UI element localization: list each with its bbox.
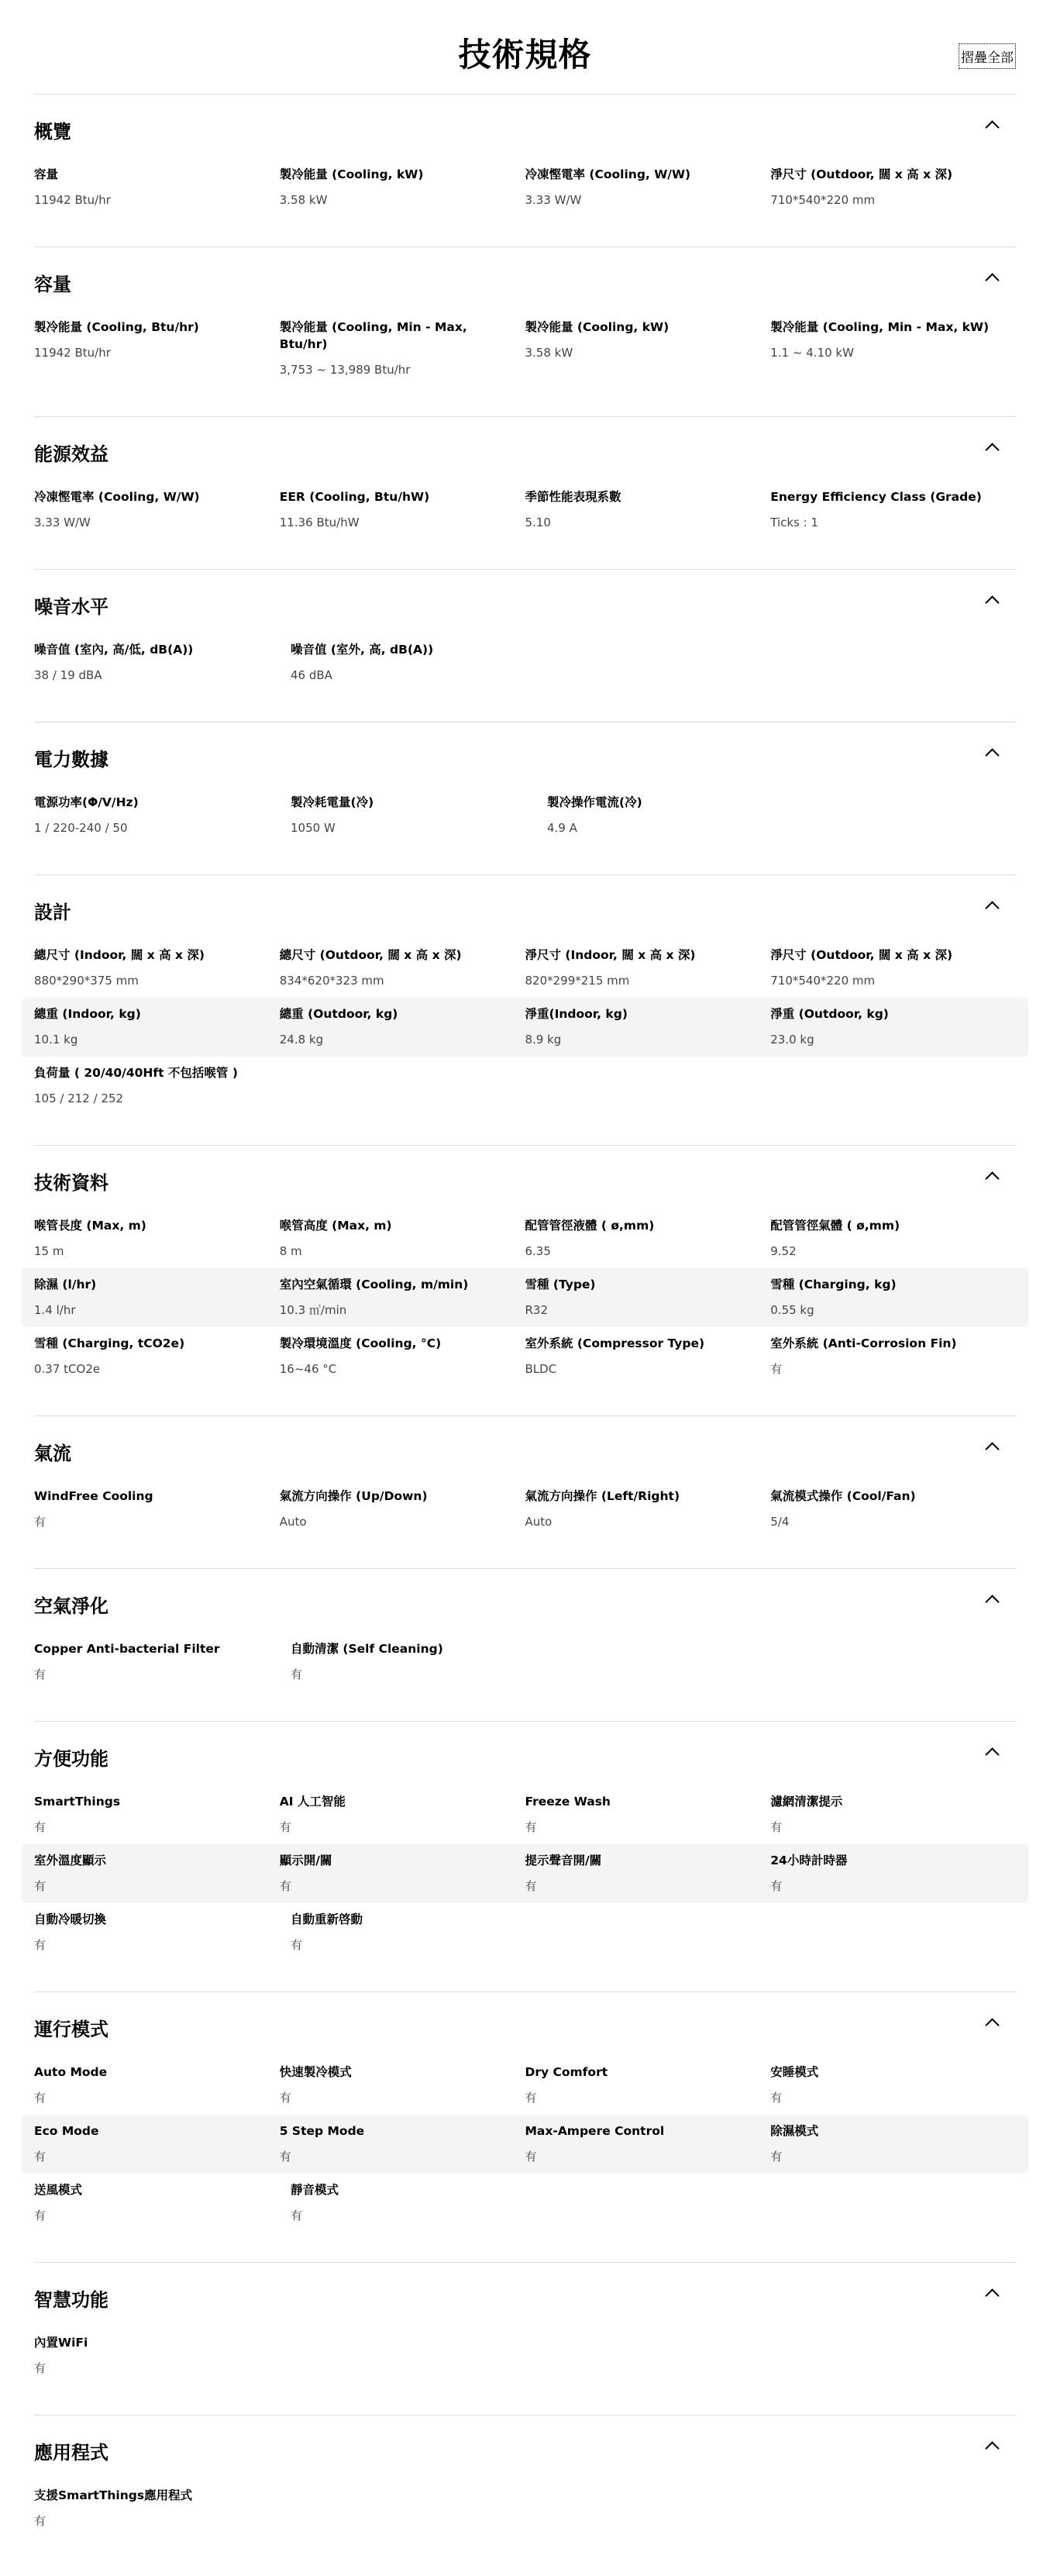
spec-value: 3.58 kW (279, 193, 328, 207)
chevron-up-icon[interactable] (985, 2441, 999, 2455)
section-header[interactable] (34, 570, 1016, 633)
spec-sections (34, 95, 1016, 2567)
spec-value: 11942 Btu/hr (34, 193, 111, 207)
spec-item (525, 1217, 771, 1259)
spec-label: 喉管高度 (Max, m) (279, 1219, 392, 1233)
spec-label: 內置WiFi (34, 2336, 88, 2350)
spec-item (291, 1640, 547, 1682)
spec-value: Auto (525, 1515, 553, 1529)
spec-item (34, 641, 291, 683)
spec-label: 5 Step Mode (279, 2124, 365, 2138)
spec-label: 雪種 (Charging, tCO2e) (34, 1336, 185, 1350)
spec-row (22, 311, 1028, 387)
chevron-up-icon[interactable] (985, 901, 999, 915)
chevron-up-icon[interactable] (985, 1595, 999, 1609)
spec-label: SmartThings (34, 1795, 121, 1809)
spec-value: Ticks : 1 (770, 516, 819, 529)
spec-label: 總重 (Outdoor, kg) (279, 1007, 398, 1021)
spec-label: 季節性能表現系數 (525, 490, 621, 504)
spec-value: 有 (291, 1938, 303, 1952)
spec-item (770, 947, 1016, 988)
spec-value: 24.8 kg (279, 1033, 324, 1047)
spec-value: 710*540*220 mm (770, 974, 876, 988)
spec-value: 有 (34, 1938, 46, 1952)
spec-label: 製冷能量 (Cooling, Min - Max, kW) (770, 320, 990, 334)
spec-item (280, 1276, 525, 1318)
section-title: 概覽 (34, 121, 71, 143)
spec-item (34, 1335, 280, 1377)
spec-label: 總重 (Indoor, kg) (34, 1007, 141, 1021)
spec-item (34, 1911, 291, 1953)
spec-label: 除濕模式 (770, 2124, 819, 2138)
spec-value: 有 (34, 2209, 46, 2223)
spec-label: Dry Comfort (525, 2065, 608, 2079)
spec-item (280, 1217, 525, 1259)
spec-item (280, 488, 525, 530)
spec-row (22, 1268, 1028, 1327)
spec-row (22, 2479, 1028, 2538)
spec-label: 總尺寸 (Outdoor, 闊 x 高 x 深) (279, 948, 462, 962)
spec-label: Copper Anti-bacterial Filter (34, 1642, 220, 1656)
spec-value: 有 (34, 2091, 46, 2105)
section-header[interactable] (34, 1992, 1016, 2056)
section-header[interactable] (34, 247, 1016, 311)
spec-label: Freeze Wash (525, 1795, 611, 1809)
spec-label: 製冷環境溫度 (Cooling, °C) (279, 1336, 442, 1350)
spec-value: 8 m (279, 1244, 302, 1258)
spec-label: 送風模式 (34, 2183, 83, 2197)
spec-item (280, 1488, 525, 1529)
spec-value: 710*540*220 mm (770, 193, 876, 207)
spec-label: 24小時計時器 (770, 1854, 848, 1867)
spec-item (280, 2123, 525, 2164)
spec-label: 容量 (34, 167, 59, 181)
spec-row (22, 481, 1028, 540)
spec-label: 濾網清潔提示 (770, 1795, 843, 1809)
spec-section (34, 1569, 1016, 1722)
spec-label: 冷凍慳電率 (Cooling, W/W) (525, 167, 691, 181)
spec-label: 製冷操作電流(冷) (547, 795, 642, 809)
spec-row (22, 1785, 1028, 1844)
spec-item (770, 2064, 1016, 2105)
spec-item (34, 1276, 280, 1318)
section-body (34, 1785, 1016, 1991)
chevron-up-icon[interactable] (985, 2018, 999, 2032)
spec-item (34, 1488, 280, 1529)
spec-section (34, 570, 1016, 722)
spec-item (280, 2064, 525, 2105)
spec-item (34, 1640, 291, 1682)
section-header[interactable] (34, 1146, 1016, 1209)
spec-value: 10.1 kg (34, 1033, 78, 1047)
spec-section (34, 1722, 1016, 1992)
spec-item (34, 2181, 291, 2223)
spec-item (525, 1005, 771, 1047)
spec-value: 11.36 Btu/hW (279, 516, 360, 529)
section-header[interactable] (34, 875, 1016, 939)
spec-label: 製冷耗電量(冷) (291, 795, 374, 809)
chevron-up-icon[interactable] (985, 1171, 999, 1185)
section-title: 空氣淨化 (34, 1595, 108, 1617)
spec-value: 820*299*215 mm (525, 974, 630, 988)
spec-row (22, 158, 1028, 217)
spec-value: 有 (291, 1667, 303, 1681)
spec-label: 氣流方向操作 (Left/Right) (525, 1489, 680, 1503)
spec-value: 3.58 kW (525, 346, 573, 360)
section-header[interactable] (34, 2416, 1016, 2479)
spec-item (525, 1852, 771, 1894)
spec-value: 1.4 l/hr (34, 1303, 76, 1317)
spec-value: BLDC (525, 1362, 557, 1376)
spec-row (22, 2326, 1028, 2385)
spec-value: 0.55 kg (770, 1303, 814, 1317)
spec-section (34, 1416, 1016, 1569)
spec-item (770, 1793, 1016, 1835)
spec-value: 0.37 tCO2e (34, 1362, 101, 1376)
spec-item (525, 166, 771, 208)
spec-item (34, 2487, 291, 2529)
spec-item (34, 1852, 280, 1894)
spec-item (770, 166, 1016, 208)
spec-row (22, 1057, 1028, 1116)
spec-value: 5/4 (770, 1515, 790, 1529)
spec-label: AI 人工智能 (279, 1795, 346, 1809)
section-body (34, 481, 1016, 569)
section-header[interactable] (34, 1416, 1016, 1480)
spec-value: 有 (34, 1879, 46, 1893)
section-title: 技術資料 (34, 1172, 108, 1194)
spec-label: 除濕 (l/hr) (34, 1278, 97, 1291)
section-body (34, 633, 1016, 722)
spec-row (22, 2115, 1028, 2174)
spec-value: 3.33 W/W (34, 516, 91, 529)
spec-item (34, 1217, 280, 1259)
spec-value: 有 (34, 2514, 46, 2528)
spec-value: 有 (279, 2150, 291, 2164)
spec-label: 總尺寸 (Indoor, 闊 x 高 x 深) (34, 948, 205, 962)
section-title: 噪音水平 (34, 596, 108, 618)
spec-section (34, 417, 1016, 570)
section-body (34, 2056, 1016, 2262)
section-body (34, 786, 1016, 874)
spec-value: 有 (525, 2150, 537, 2164)
spec-item (770, 488, 1016, 530)
spec-item (525, 1793, 771, 1835)
spec-item (770, 1852, 1016, 1894)
spec-label: WindFree Cooling (34, 1489, 153, 1503)
spec-value: 有 (34, 2361, 46, 2375)
spec-row (22, 1327, 1028, 1386)
section-title: 智慧功能 (34, 2289, 108, 2311)
section-header[interactable] (34, 2263, 1016, 2326)
section-title: 電力數據 (34, 749, 108, 771)
spec-value: 8.9 kg (525, 1033, 562, 1047)
spec-row (22, 1480, 1028, 1539)
spec-value: 有 (525, 1820, 537, 1834)
spec-item (291, 794, 547, 836)
spec-item (34, 1005, 280, 1047)
section-body (34, 1480, 1016, 1568)
chevron-up-icon[interactable] (985, 443, 999, 457)
chevron-up-icon[interactable] (985, 595, 999, 609)
spec-row (22, 2174, 1028, 2233)
spec-item (547, 794, 804, 836)
page-title: 技術規格 (458, 36, 592, 74)
spec-item (525, 1488, 771, 1529)
spec-value: 6.35 (525, 1244, 551, 1258)
section-body (34, 311, 1016, 416)
spec-item (34, 488, 280, 530)
section-title: 方便功能 (34, 1748, 108, 1770)
spec-label: 製冷能量 (Cooling, kW) (525, 320, 670, 334)
spec-label: 製冷能量 (Cooling, Btu/hr) (34, 320, 199, 334)
spec-label: Auto Mode (34, 2065, 108, 2079)
spec-row (22, 1844, 1028, 1903)
spec-item (280, 1335, 525, 1377)
spec-value: 105 / 212 / 252 (34, 1091, 124, 1105)
spec-label: 自動重新啓動 (291, 1912, 363, 1926)
spec-row (22, 1633, 1028, 1691)
spec-item (34, 166, 280, 208)
spec-value: 有 (770, 2091, 783, 2105)
section-body (34, 939, 1016, 1145)
spec-value: 有 (279, 2091, 291, 2105)
page-header (34, 0, 1016, 95)
spec-value: Auto (279, 1515, 307, 1529)
collapse-all-button[interactable]: 摺疊全部 (959, 43, 1016, 69)
spec-label: 靜音模式 (291, 2183, 339, 2197)
spec-item (280, 1793, 525, 1835)
spec-value: 有 (34, 1820, 46, 1834)
section-title: 應用程式 (34, 2442, 108, 2464)
spec-section (34, 722, 1016, 875)
spec-section (34, 1992, 1016, 2263)
spec-item (770, 1005, 1016, 1047)
section-title: 設計 (34, 902, 71, 923)
spec-value: 834*620*323 mm (279, 974, 384, 988)
spec-value: 有 (291, 2209, 303, 2223)
spec-value: 有 (279, 1820, 291, 1834)
spec-item (525, 947, 771, 988)
spec-section (34, 1146, 1016, 1416)
spec-label: 室外系統 (Compressor Type) (525, 1336, 705, 1350)
spec-label: 噪音值 (室內, 高/低, dB(A)) (34, 643, 194, 657)
section-body (34, 1633, 1016, 1721)
section-body (34, 158, 1016, 247)
spec-label: 室外溫度顯示 (34, 1854, 107, 1867)
spec-item (770, 1488, 1016, 1529)
spec-section (34, 875, 1016, 1146)
spec-value: 16~46 °C (279, 1362, 337, 1376)
spec-label: 氣流方向操作 (Up/Down) (279, 1489, 428, 1503)
spec-label: 淨重(Indoor, kg) (525, 1007, 628, 1021)
spec-item (34, 1064, 291, 1106)
chevron-up-icon[interactable] (985, 273, 999, 287)
spec-item (280, 319, 525, 378)
spec-item (280, 1005, 525, 1047)
spec-value: 1 / 220-240 / 50 (34, 821, 128, 835)
section-body (34, 1209, 1016, 1416)
spec-row (22, 1903, 1028, 1962)
spec-value: 3,753 ~ 13,989 Btu/hr (279, 363, 411, 377)
spec-row (22, 1209, 1028, 1268)
spec-item (34, 319, 280, 378)
spec-label: 電源功率(Φ/V/Hz) (34, 795, 139, 809)
spec-value: 有 (770, 2150, 783, 2164)
spec-label: EER (Cooling, Btu/hW) (279, 490, 430, 504)
spec-item (525, 319, 771, 378)
spec-label: 快速製冷模式 (279, 2065, 352, 2079)
spec-label: Max-Ampere Control (525, 2124, 665, 2138)
spec-label: 喉管長度 (Max, m) (34, 1219, 146, 1233)
spec-label: 安睡模式 (770, 2065, 819, 2079)
spec-value: 4.9 A (547, 821, 577, 835)
spec-item (525, 488, 771, 530)
spec-row (22, 998, 1028, 1057)
spec-item (34, 1793, 280, 1835)
spec-value: 有 (525, 2091, 537, 2105)
spec-row (22, 2056, 1028, 2115)
spec-item (770, 319, 1016, 378)
spec-value: 46 dBA (291, 668, 332, 682)
spec-label: 製冷能量 (Cooling, kW) (279, 167, 424, 181)
spec-label: 雪種 (Charging, kg) (770, 1278, 897, 1291)
section-title: 運行模式 (34, 2019, 108, 2040)
spec-value: 23.0 kg (770, 1033, 814, 1047)
spec-section (34, 2416, 1016, 2567)
spec-value: 9.52 (770, 1244, 797, 1258)
chevron-up-icon[interactable] (985, 2288, 999, 2302)
spec-label: 負荷量 ( 20/40/40Hft 不包括喉管 ) (34, 1066, 238, 1080)
spec-section (34, 2263, 1016, 2416)
spec-item (291, 2181, 547, 2223)
spec-row (22, 633, 1028, 692)
spec-row (22, 786, 1028, 845)
spec-item (770, 1217, 1016, 1259)
chevron-up-icon[interactable] (985, 1442, 999, 1456)
spec-label: 配管管徑氣體 ( ø,mm) (770, 1219, 900, 1233)
spec-value: 15 m (34, 1244, 64, 1258)
spec-section (34, 95, 1016, 247)
chevron-up-icon[interactable] (985, 748, 999, 762)
spec-label: 淨尺寸 (Outdoor, 闊 x 高 x 深) (770, 948, 953, 962)
spec-value: 有 (34, 1515, 46, 1529)
spec-value: 880*290*375 mm (34, 974, 139, 988)
spec-value: 有 (279, 1879, 291, 1893)
spec-label: 顯示開/關 (279, 1854, 332, 1867)
spec-item (291, 641, 547, 683)
spec-item (34, 2334, 291, 2376)
spec-label: 室內空氣循環 (Cooling, m/min) (279, 1278, 469, 1291)
section-title: 能源效益 (34, 443, 108, 465)
spec-item (280, 1852, 525, 1894)
spec-item (770, 1335, 1016, 1377)
section-body (34, 2479, 1016, 2567)
spec-label: 淨尺寸 (Outdoor, 闊 x 高 x 深) (770, 167, 953, 181)
spec-label: 冷凍慳電率 (Cooling, W/W) (34, 490, 200, 504)
spec-value: 有 (525, 1879, 537, 1893)
spec-item (34, 794, 291, 836)
spec-label: 自動清潔 (Self Cleaning) (291, 1642, 443, 1656)
spec-value: 有 (770, 1820, 783, 1834)
section-header[interactable] (34, 95, 1016, 158)
spec-section (34, 247, 1016, 417)
section-header[interactable] (34, 1569, 1016, 1633)
chevron-up-icon[interactable] (985, 120, 999, 134)
spec-value: 有 (770, 1362, 783, 1376)
spec-item (525, 2064, 771, 2105)
spec-value: 5.10 (525, 516, 551, 529)
chevron-up-icon[interactable] (985, 1747, 999, 1761)
spec-item (291, 1911, 547, 1953)
spec-label: 噪音值 (室外, 高, dB(A)) (291, 643, 434, 657)
spec-label: 製冷能量 (Cooling, Min - Max, Btu/hr) (279, 320, 467, 351)
spec-value: 38 / 19 dBA (34, 668, 102, 682)
spec-value: 有 (770, 1879, 783, 1893)
spec-item (770, 1276, 1016, 1318)
spec-item (770, 2123, 1016, 2164)
spec-item (280, 166, 525, 208)
spec-label: 室外系統 (Anti-Corrosion Fin) (770, 1336, 957, 1350)
section-title: 容量 (34, 274, 71, 295)
spec-row (22, 939, 1028, 998)
spec-label: 雪種 (Type) (525, 1278, 596, 1291)
section-header[interactable] (34, 417, 1016, 481)
spec-value: 3.33 W/W (525, 193, 582, 207)
spec-value: 11942 Btu/hr (34, 346, 111, 360)
section-header[interactable] (34, 722, 1016, 786)
spec-label: Eco Mode (34, 2124, 99, 2138)
spec-label: 淨重 (Outdoor, kg) (770, 1007, 889, 1021)
spec-label: 自動冷暖切換 (34, 1912, 107, 1926)
spec-value: 1050 W (291, 821, 336, 835)
spec-value: R32 (525, 1303, 549, 1317)
spec-label: 配管管徑液體 ( ø,mm) (525, 1219, 655, 1233)
spec-item (525, 2123, 771, 2164)
spec-value: 有 (34, 1667, 46, 1681)
section-title: 氣流 (34, 1443, 71, 1464)
spec-value: 10.3 ㎥/min (279, 1303, 347, 1317)
section-body (34, 2326, 1016, 2415)
section-header[interactable] (34, 1722, 1016, 1785)
spec-item (525, 1276, 771, 1318)
spec-label: 淨尺寸 (Indoor, 闊 x 高 x 深) (525, 948, 696, 962)
spec-item (280, 947, 525, 988)
spec-value: 1.1 ~ 4.10 kW (770, 346, 854, 360)
spec-label: Energy Efficiency Class (Grade) (770, 490, 982, 504)
spec-item (34, 947, 280, 988)
spec-value: 有 (34, 2150, 46, 2164)
spec-label: 氣流模式操作 (Cool/Fan) (770, 1489, 916, 1503)
spec-item (525, 1335, 771, 1377)
spec-label: 支援SmartThings應用程式 (34, 2488, 193, 2502)
spec-item (34, 2064, 280, 2105)
spec-label: 提示聲音開/關 (525, 1854, 602, 1867)
spec-item (34, 2123, 280, 2164)
